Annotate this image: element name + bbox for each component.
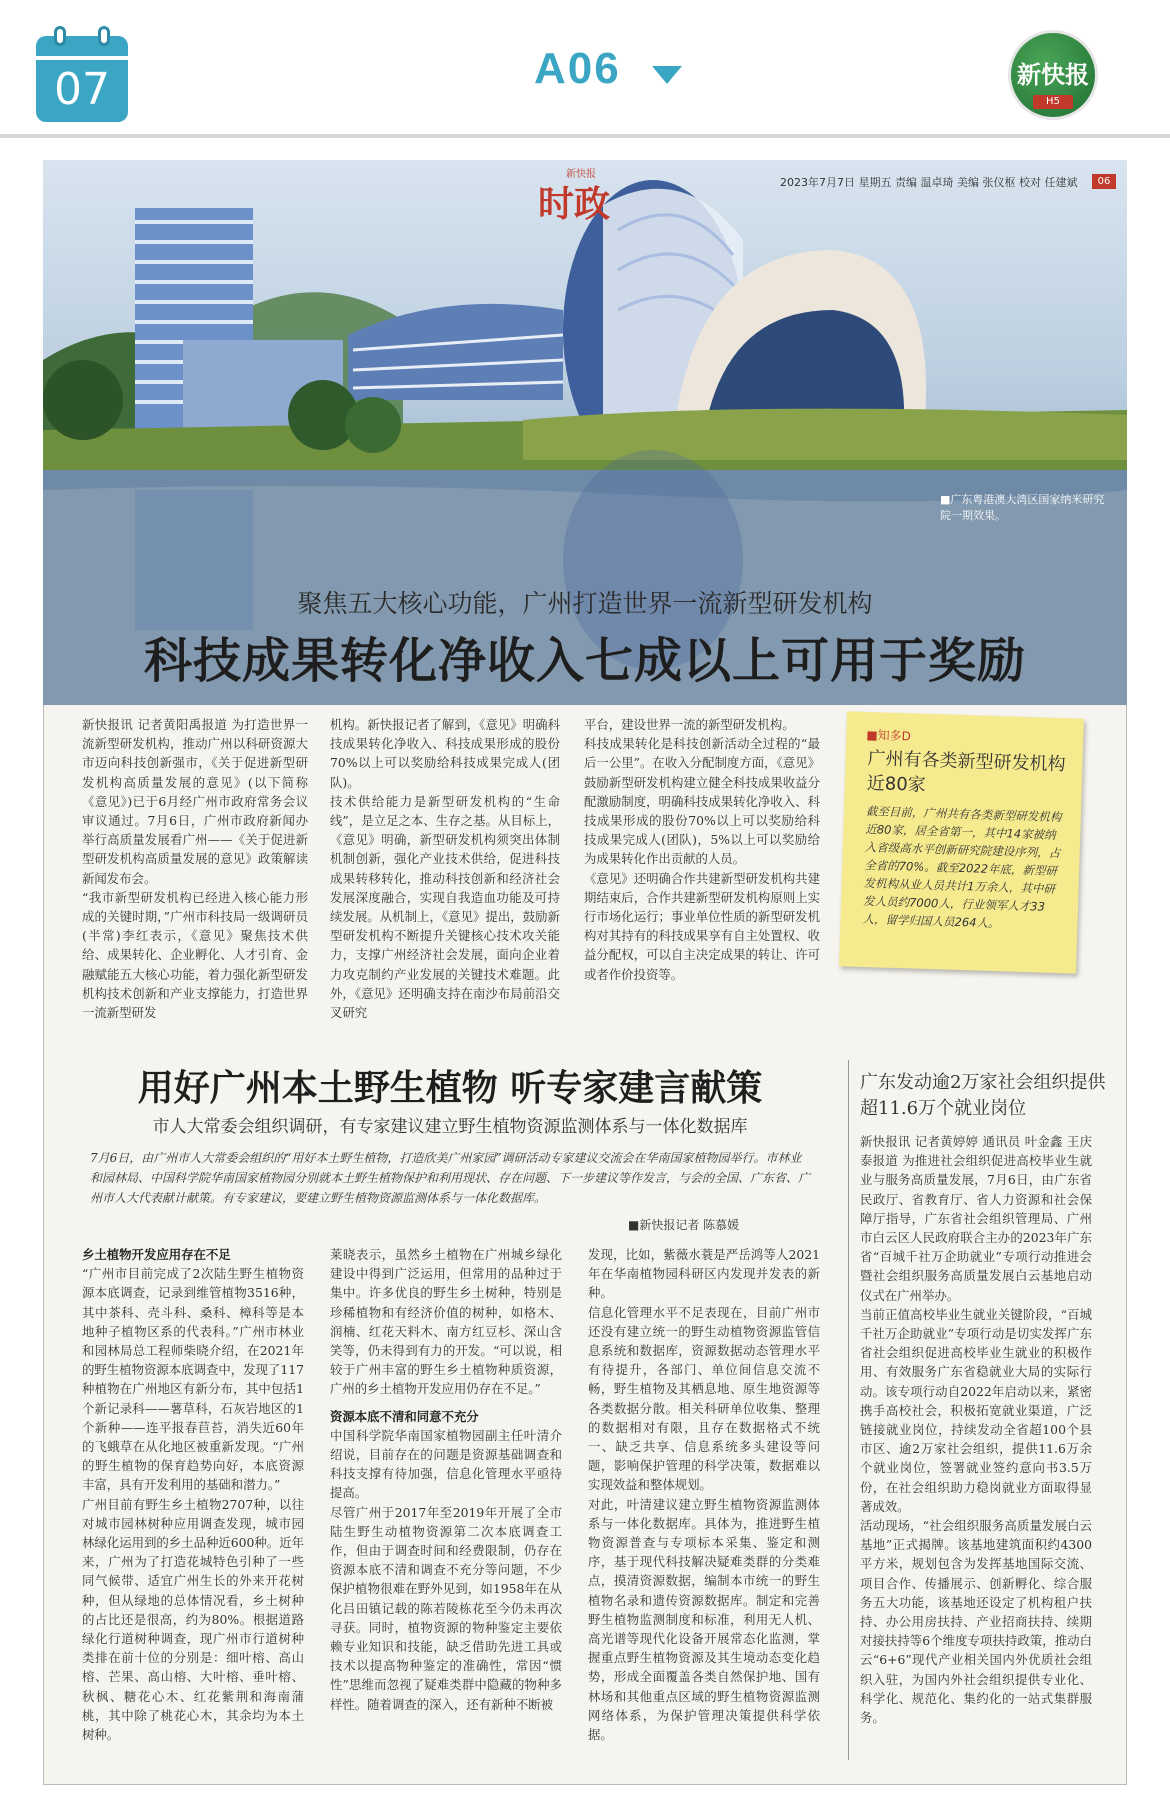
article1-subhead: 聚焦五大核心功能，广州打造世界一流新型研发机构 <box>297 589 873 618</box>
photo-caption: ■广东粤港澳大湾区国家纳米研究院一期效果。 <box>940 493 1105 522</box>
article2-col2b-text: 中国科学院华南国家植物园副主任叶清介绍说，目前存在的问题是资源基础调查和科技支撑有待加强，信息化管理水平亟待提高。 尽管广州于2017年至2019年开展了全市陆生野生动植物资源第二次本底调查工作，但由于调查时间和经费限制，仍存在资源本底不清和调查不充分等问题，不少保护植物很难在野外见到，如1958年在从化吕田镇记载的陈若陵栋花至今仍未再次寻获。同时，植物资源的物种鉴定主要依赖专业知识和技能，缺乏借助先进工具或技术以提高物种鉴定的准确性，常因“惯性”思维而忽视了疑难类群中隐藏的物种多样性。随着调查的深入，还有新种不断被 <box>330 1427 562 1712</box>
article2-col2 <box>330 1245 562 1780</box>
article2-subhead: 市人大常委会组织调研，有专家建议建立野生植物资源监测体系与一体化数据库 <box>152 1117 748 1137</box>
logo-badge: H5 <box>1033 95 1073 109</box>
dateline: 2023年7月7日 星期五 责编 温卓琦 美编 张仪枢 校对 任建斌 <box>780 176 1078 189</box>
article2-section1-heading: 乡土植物开发应用存在不足 <box>82 1247 231 1262</box>
section-title: 时政 <box>538 183 611 225</box>
article2-headline: 用好广州本土野生植物 听专家建言献策 <box>137 1067 763 1109</box>
article2-byline: ■新快报记者 陈慕媛 <box>628 1218 740 1232</box>
article2-lead: 7月6日，由广州市人大常委会组织的“用好本土野生植物，打造欣美广州家园”调研活动专家建议交流会在华南国家植物园举行。市林业和园林局、中国科学院华南国家植物园分别就本土野生植物保护和利用现状、存在问题、下一步建议等作发言，与会的全国、广东省、广州市人大代表献计献策。有专家建议，要建立野生植物资源监测体系与一体化数据库。 <box>90 1151 811 1205</box>
note-body: 截至目前，广州共有各类新型研发机构近80家，居全省第一，其中14家被纳入省级高水平创新研究院建设序列，占全省的70%。截至2022年底，新型研发机构从业人员共计1万余人，其中研发人员约7000人，行业领军人才33人，留学归国人员264人。 <box>862 803 1062 931</box>
top-bar <box>0 0 1170 138</box>
section-tag: 新快报 <box>566 169 596 180</box>
article2-col2-text: 莱晓表示，虽然乡土植物在广州城乡绿化建设中得到广泛运用，但常用的品种过于集中。许多优良的野生乡土树种，特别是珍稀植物和有经济价值的树种，如格木、润楠、红花天料木、南方红豆杉、深山含笑等，仍未得到有力的开发。“可以说，相较于广州丰富的野生乡土植物种质资源，广州的乡土植物开发应用仍存在不足。” <box>330 1247 562 1397</box>
fact-note <box>839 711 1084 973</box>
article1-col1: 新快报讯 记者黄阳禹报道 为打造世界一流新型研发机构，推动广州以科研资源大市迈向科技创新强市，《关于促进新型研发机构高质量发展的意见》(以下简称《意见》)已于6月经广州市政府常务会议审议通过。7月6日，广州市政府新闻办举行高质量发展看广州——《关于促进新型研发机构高质量发展的意见》政策解读新闻发布会。 “我市新型研发机构已经进入核心能力形成的关键时期，”广州市科技局一级调研员(半常)李红表示，《意见》聚焦技术供给、成果转化、企业孵化、人才引育、金融赋能五大核心功能，着力强化新型研发机构技术创新和产业支撑能力，打造世界一流新型研发 <box>82 717 308 1020</box>
page-number-badge: 06 <box>1092 174 1116 189</box>
article1-col2: 机构。新快报记者了解到，《意见》明确科技成果转化净收入、科技成果形成的股份70%以上可以奖励给科技成果完成人(团队)。 技术供给能力是新型研发机构的“生命线”，是立足之本、生存之基。从目标上，《意见》明确，新型研发机构须突出体制机制创新，强化产业技术供给，促进科技成果转移转化，推动科技创新和经济社会发展深度融合，实现自我造血功能及可持续发展。从机制上，《意见》提出，鼓励新型研发机构不断提升关键核心技术攻关能力，支撑广州经济社会发展，面向企业着力攻克制约产业发展的关键技术难题。此外，《意见》还明确支持在南沙布局前沿交叉研究 <box>330 717 560 1020</box>
article3-body: 新快报讯 记者黄婷婷 通讯员 叶金鑫 王庆泰报道 为推进社会组织促进高校毕业生就业与服务高质量发展，7月6日，由广东省民政厅、省教育厅、省人力资源和社会保障厅指导，广东省社会组织管理局、广州市白云区人民政府联合主办的2023年广东省“百城千社万企助就业”专项行动推进会暨社会组织服务高质量发展白云基地启动仪式在广州举办。 当前正值高校毕业生就业关键阶段，“百城千社万企助就业”专项行动是切实发挥广东省社会组织促进高校毕业生就业的积极作用、有效服务广东省稳就业大局的实际行动。该专项行动自2022年启动以来，紧密携手高校社会，积极拓宽就业渠道，广泛链接就业岗位，持续发动全省超100个县市区、逾2万家社会组织，提供11.6万余个就业岗位，签署就业签约意向书3.5万份，在社会组织助力稳岗就业方面取得显著成效。 活动现场，“社会组织服务高质量发展白云基地”正式揭牌。该基地建筑面积约4300平方米，规划包含为发挥基地国际交流、项目合作、传播展示、创新孵化、综合服务五大功能，该基地还设定了机构租户扶持、办公用房扶持、产业招商扶持、续期对接扶持等6个维度专项扶持政策，推动白云“6+6”现代产业相关国内外优质社会组织入驻，为国内外社会组织提供专业化、科学化、规范化、集约化的一站式集群服务。 <box>860 1134 1092 1726</box>
calendar-icon[interactable] <box>36 36 128 122</box>
newspaper-logo[interactable] <box>1008 30 1098 120</box>
date-day: 07 <box>54 64 110 115</box>
article1-headline: 科技成果转化净收入七成以上可用于奖励 <box>143 633 1026 689</box>
article3-headline: 广东发动逾2万家社会组织提供超11.6万个就业岗位 <box>860 1072 1106 1119</box>
caret-down-icon[interactable] <box>652 66 682 84</box>
column-divider <box>848 1060 849 1760</box>
article2-section2-heading: 资源本底不清和同意不充分 <box>330 1408 479 1424</box>
article2-col1 <box>82 1245 304 1780</box>
note-title: 广州有各类新型研发机构近80家 <box>866 748 1066 796</box>
page-code[interactable]: A06 <box>534 44 621 93</box>
article2-col1-text: “广州市目前完成了2次陆生野生植物资源本底调查，记录到维管植物3516种，其中茶科、壳斗科、桑科、樟科等是本地种子植物区系的代表科。”广州市林业和园林局总工程师柴晓介绍，在2021年的野生植物资源本底调查中，发现了117种植物在广州地区有新分布，其中包括1个新记录科——薯草科，石灰岩地区的1个新种——连平报春苣苔，消失近60年的飞蛾草在从化地区被重新发现。“广州的野生植物的保育趋势向好，本底资源丰富，具有开发利用的基础和潜力。” 广州目前有野生乡土植物2707种，以往对城市园林树种应用调查发现，城市园林绿化运用到的乡土品种近600种。近年来，广州为了打造花城特色引种了一些同气候带、适宜广州生长的外来开花树种，但从绿地的总体情况看，乡土树种的占比还是很高，约为80%。根据道路绿化行道树种调查，现广州市行道树种类排在前十位的分别是：细叶榕、高山榕、芒果、高山榕、大叶榕、垂叶榕、秋枫、糖花心木、红花紫荆和海南蒲桃，其中除了桃花心木，其余均为本土树种。 <box>82 1266 304 1743</box>
logo-text: 新快报 <box>1017 61 1089 89</box>
article2-col3: 发现，比如，紫薇水蓑是严岳鸿等人2021年在华南植物园科研区内发现并发表的新种。 信息化管理水平不足表现在，目前广州市还没有建立统一的野生动植物资源监管信息系统和数据库，资源数据动态管理水平有待提升，各部门、单位间信息交流不畅，野生植物及其栖息地、原生地资源等各类数据分散。相关科研单位收集、整理的数据相对有限，且存在数据格式不统一、缺乏共享、信息系统多头建设等问题，影响保护管理的科学决策，数据难以实现效益和整体规划。 对此，叶清建议建立野生植物资源监测体系与一体化数据库。具体为，推进野生植物资源普查与专项标本采集、鉴定和测序，基于现代科技解决疑难类群的分类难点，摸清资源数据，编制本市统一的野生植物名录和遗传资源数据库。制定和完善野生植物监测制度和标准，利用无人机、高光谱等现代化设备开展常态化监测，掌握重点野生植物资源及其生境动态变化趋势，形成全面覆盖各类自然保护地、国有林场和其他重点区域的野生植物资源监测网络体系，为保护管理决策提供科学依据。 <box>588 1247 820 1743</box>
note-tag: ■知多D <box>866 727 912 744</box>
article1-col3: 平台，建设世界一流的新型研发机构。 科技成果转化是科技创新活动全过程的“最后一公里”。在收入分配制度方面，《意见》鼓励新型研发机构建立健全科技成果收益分配激励制度，明确科技成果转化净收入、科技成果形成的股份70%以上可以奖励给科技成果完成人(团队)，5%以上可以奖励给为成果转化作出贡献的人员。 《意见》还明确合作共建新型研发机构共建期结束后，合作共建新型研发机构原则上实行市场化运行；事业单位性质的新型研发机构对其持有的科技成果享有自主处置权、收益分配权，可以自主决定成果的转让、许可或者作价投资等。 <box>584 717 820 982</box>
